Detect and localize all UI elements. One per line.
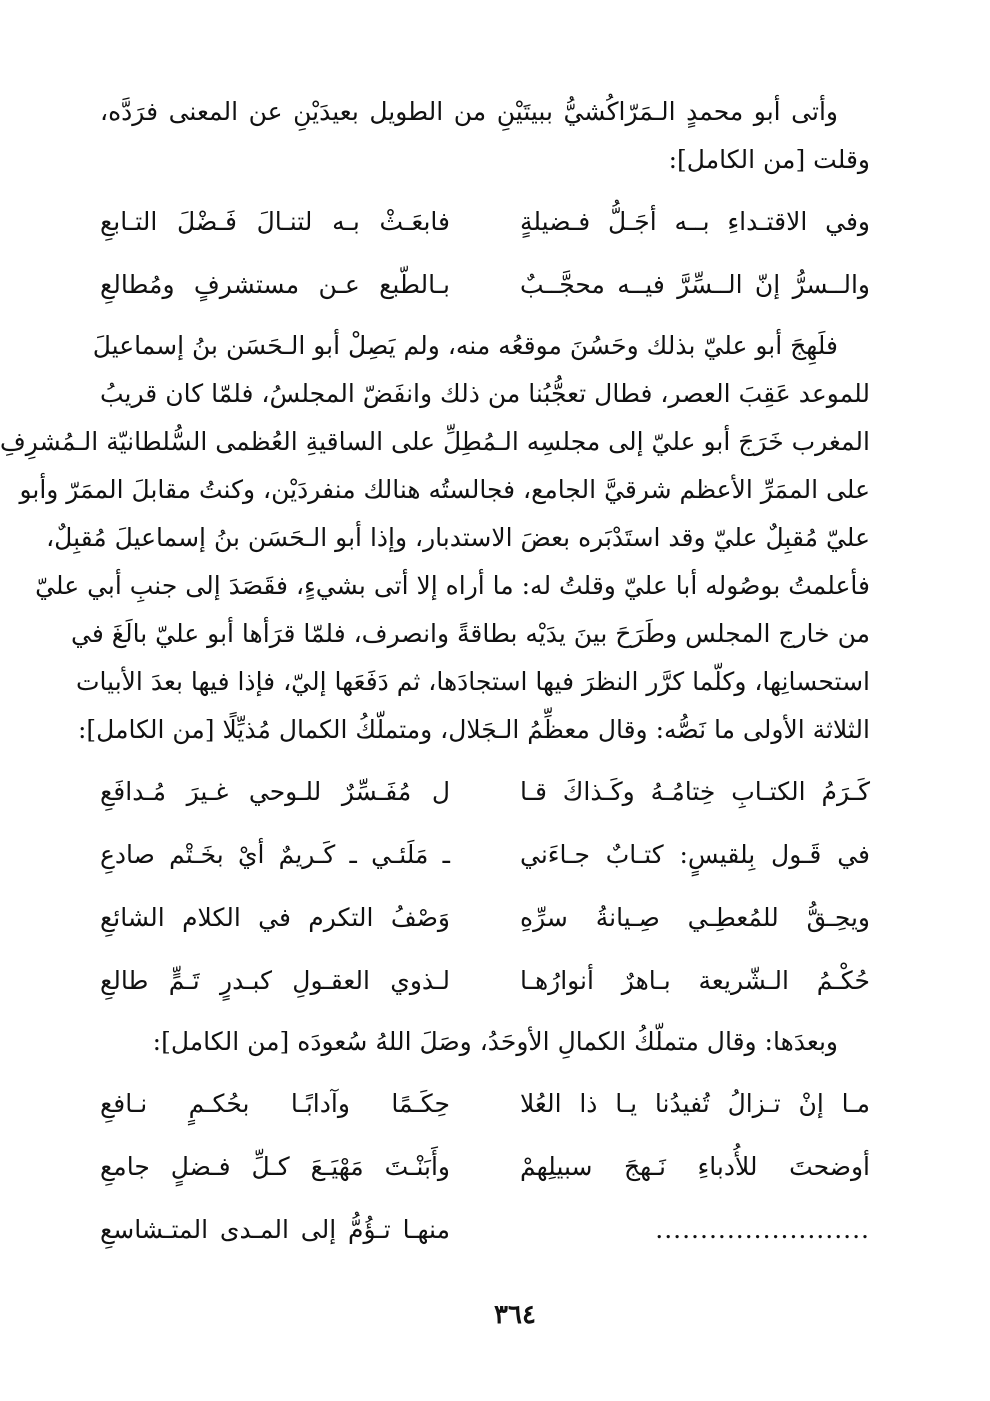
verse-second-hemistich: فابعَـثْ بـه لتنـالَ فَـضْلَ التـابعِ [100,207,450,236]
verse-second-hemistich: منهـا تـؤُمُّ إلى المـدى المتـشاسعِ [100,1215,450,1244]
verse-second-hemistich: وأَبَنْـتَ مَهْيَـعَ كـلِّ فـضلٍ جامعِ [100,1152,450,1181]
verse [100,1072,870,1135]
page-number: ٣٦٤ [494,1300,536,1330]
text-line: للموعد عَقِبَ العصر، فطال تعجُّبُنا من ذلك وانفَضّ المجلسُ، فلمّا كان قريبُ [100,379,870,408]
verse [100,886,870,949]
poem-3 [100,1072,870,1261]
verse-first-hemistich: وفي الاقتـداءِ بــه أجَـلُّ فـضيلةٍ [520,207,870,236]
verse-first-hemistich: والــسرُّ إنّ الــسِّرَّ فيــه محجَّــبٌ [520,270,870,299]
verse-second-hemistich: وَصْفُ التكرم في الكلام الشائعِ [100,903,450,932]
text-line: فأعلمتُ بوصُوله أبا عليّ وقلتُ له: ما أراه إلا أتى بشيءٍ، فقَصَدَ إلى جنبِ أبي عليّ [35,571,870,600]
verse-second-hemistich: بـالطّبع عـن مستشرفٍ ومُطالعِ [100,270,450,299]
text-line: استحسانِها، وكلّما كرَّر النظرَ فيها استجادَها، ثم دَفَعَها إليّ، فإذا فيها بعدَ الأبيات [76,667,870,696]
text-line: المغرب خَرَجَ أبو عليّ إلى مجلسِه الـمُطِلِّ على الساقيةِ العُظمى السُّلطانيّة الـمُشرِفِ [0,427,870,456]
verse [100,253,870,316]
verse [100,823,870,886]
verse-first-hemistich: كَـرَمُ الكتـابِ خِتامُـهُ وكَـذاكَ قـا [520,777,870,806]
verse [100,949,870,1012]
text-line: الثلاثة الأولى ما نَصُّه: وقال معظِّمُ الـجَلال، ومتملّكُ الكمال مُذيِّلًا [من الكامل]: [77,715,870,744]
poem-2 [100,760,870,1012]
text-line: على الممَرِّ الأعظم شرقيَّ الجامع، فجالستُه هنالك منفردَيْن، وكنتُ مقابلَ الممَرّ وأبو [19,475,870,504]
verse [100,1198,870,1261]
verse-second-hemistich: ل مُفَـسِّرٌ للـوحي غـيرَ مُـدافَعِ [100,777,450,806]
verse-second-hemistich: حِكَـمًا وآدابًـا بحُكـمٍ نـافعِ [100,1089,450,1118]
intro-paragraph [100,88,870,184]
text-line: فلَهِجَ أبو عليّ بذلك وحَسُنَ موقعُه منه، ولم يَصِلْ أبو الـحَسَن بنُ إسماعيلَ [92,331,838,360]
verse [100,190,870,253]
text-line: وأتى أبو محمدٍ الـمَرّاكُشيُّ ببيتَيْنِ من الطويل بعيدَيْنِ عن المعنى فرَدَّه، [100,97,838,126]
transition-paragraph [100,1018,870,1066]
text-line: وقلت [من الكامل]: [668,145,870,174]
book-page [0,88,870,1267]
text-line: عليّ مُقبِلٌ عليّ وقد استَدْبَره بعضَ الاستدبار، وإذا أبو الـحَسَن بنُ إسماعيلَ مُقبِلٌ، [46,523,870,552]
verse [100,1135,870,1198]
verse-first-hemistich: حُكْـمُ الـشّريعة بـاهرٌ أنوارُهـا [520,966,870,995]
text-line: من خارج المجلس وطَرَحَ بينَ يدَيْه بطاقةً وانصرف، فلمّا قرَأها أبو عليّ بالَغَ في [71,619,870,648]
verse-second-hemistich: لـذوي العقـولِ كبـدرٍ تَـمٍّ طالعِ [100,966,450,995]
verse-first-hemistich-ellipsis: ........................ [655,1215,870,1244]
narrative-paragraph [0,322,870,754]
verse-first-hemistich: مـا إنْ تـزالُ تُفيدُنا يـا ذا العُلا [520,1089,870,1118]
poem-1 [100,190,870,316]
verse-first-hemistich: أوضحتَ للأُدباءِ نَـهجَ سبيلِهمْ [520,1152,870,1181]
verse [100,760,870,823]
verse-first-hemistich: ويحِـقُّ للمُعطِـي صِـيانةُ سرِّهِ [520,903,870,932]
verse-first-hemistich: في قَـول بِلقيسٍ: كتـابٌ جـاءَني [520,840,870,869]
verse-second-hemistich: ـ مَلَئـي ـ كَـريمٌ أيْ بخَـتْم صادعِ [100,840,450,869]
text-line: وبعدَها: وقال متملّكُ الكمالِ الأوحَدُ، وصَلَ اللهُ سُعودَه [من الكامل]: [152,1027,838,1056]
